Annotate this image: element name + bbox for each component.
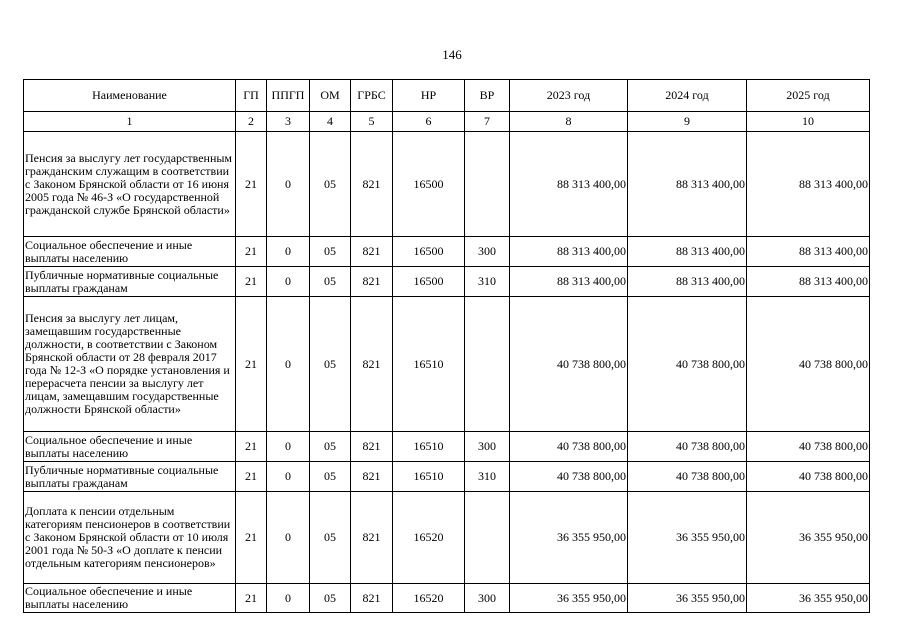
row-2024: 36 355 950,00 — [628, 584, 747, 613]
column-number-row — [24, 112, 870, 132]
row-nr: 16500 — [393, 267, 465, 297]
row-2023: 36 355 950,00 — [510, 584, 628, 613]
table-row — [24, 132, 870, 237]
column-number: 9 — [628, 112, 747, 132]
row-2024: 40 738 800,00 — [628, 462, 747, 492]
row-om: 05 — [310, 462, 351, 492]
row-nr: 16500 — [393, 237, 465, 267]
header-gp: ГП — [236, 80, 267, 112]
row-vr — [465, 297, 510, 432]
table-row — [24, 584, 870, 613]
row-grbs: 821 — [351, 432, 393, 462]
header-row — [24, 80, 870, 112]
header-grbs: ГРБС — [351, 80, 393, 112]
row-ppgp: 0 — [267, 297, 310, 432]
column-number: 1 — [24, 112, 236, 132]
header-name: Наименование — [24, 80, 236, 112]
column-number: 4 — [310, 112, 351, 132]
row-ppgp: 0 — [267, 432, 310, 462]
row-om: 05 — [310, 584, 351, 613]
row-nr: 16500 — [393, 132, 465, 237]
row-2023: 88 313 400,00 — [510, 267, 628, 297]
row-2025: 40 738 800,00 — [747, 462, 870, 492]
header-2023: 2023 год — [510, 80, 628, 112]
row-2024: 88 313 400,00 — [628, 267, 747, 297]
row-gp: 21 — [236, 492, 267, 584]
row-2023: 88 313 400,00 — [510, 237, 628, 267]
row-gp: 21 — [236, 432, 267, 462]
row-om: 05 — [310, 432, 351, 462]
row-ppgp: 0 — [267, 132, 310, 237]
header-ppgp: ППГП — [267, 80, 310, 112]
row-2023: 40 738 800,00 — [510, 297, 628, 432]
table-row — [24, 267, 870, 297]
row-ppgp: 0 — [267, 462, 310, 492]
table-row — [24, 462, 870, 492]
row-2024: 88 313 400,00 — [628, 237, 747, 267]
row-gp: 21 — [236, 237, 267, 267]
row-ppgp: 0 — [267, 237, 310, 267]
row-2025: 88 313 400,00 — [747, 237, 870, 267]
row-2023: 36 355 950,00 — [510, 492, 628, 584]
row-2024: 36 355 950,00 — [628, 492, 747, 584]
row-2025: 88 313 400,00 — [747, 132, 870, 237]
row-2023: 40 738 800,00 — [510, 462, 628, 492]
row-name: Пенсия за выслугу лет лицам, замещавшим государственные должности, в соответствии с Законом Брянской области от 28 февраля 2017 года № 12-З «О порядке установления и перерасчета пенсии за выслугу лет лицам, замещавшим государственные должности Брянской области» — [24, 297, 236, 432]
row-2025: 40 738 800,00 — [747, 432, 870, 462]
row-om: 05 — [310, 492, 351, 584]
row-name: Социальное обеспечение и иные выплаты населению — [24, 432, 236, 462]
row-name: Публичные нормативные социальные выплаты гражданам — [24, 462, 236, 492]
row-grbs: 821 — [351, 492, 393, 584]
row-gp: 21 — [236, 267, 267, 297]
column-number: 2 — [236, 112, 267, 132]
header-2025: 2025 год — [747, 80, 870, 112]
row-gp: 21 — [236, 584, 267, 613]
column-number: 7 — [465, 112, 510, 132]
row-vr: 310 — [465, 462, 510, 492]
row-om: 05 — [310, 132, 351, 237]
column-number: 3 — [267, 112, 310, 132]
row-grbs: 821 — [351, 297, 393, 432]
row-name: Пенсия за выслугу лет государственным гражданским служащим в соответствии с Законом Брянской области от 16 июня 2005 года № 46-З «О государственной гражданской службе Брянской области» — [24, 132, 236, 237]
row-grbs: 821 — [351, 132, 393, 237]
row-grbs: 821 — [351, 462, 393, 492]
row-2025: 36 355 950,00 — [747, 492, 870, 584]
row-grbs: 821 — [351, 584, 393, 613]
row-gp: 21 — [236, 297, 267, 432]
row-2024: 40 738 800,00 — [628, 297, 747, 432]
row-2025: 36 355 950,00 — [747, 584, 870, 613]
row-ppgp: 0 — [267, 267, 310, 297]
table-row — [24, 432, 870, 462]
column-number: 10 — [747, 112, 870, 132]
header-2024: 2024 год — [628, 80, 747, 112]
column-number: 8 — [510, 112, 628, 132]
row-om: 05 — [310, 267, 351, 297]
row-grbs: 821 — [351, 237, 393, 267]
row-vr — [465, 132, 510, 237]
table-row — [24, 492, 870, 584]
row-nr: 16520 — [393, 584, 465, 613]
row-grbs: 821 — [351, 267, 393, 297]
header-om: ОМ — [310, 80, 351, 112]
row-nr: 16510 — [393, 462, 465, 492]
budget-table — [23, 79, 870, 613]
row-vr: 300 — [465, 432, 510, 462]
row-ppgp: 0 — [267, 492, 310, 584]
row-vr: 300 — [465, 584, 510, 613]
header-nr: НР — [393, 80, 465, 112]
table-row — [24, 237, 870, 267]
row-vr: 310 — [465, 267, 510, 297]
column-number: 5 — [351, 112, 393, 132]
row-nr: 16510 — [393, 297, 465, 432]
row-2025: 88 313 400,00 — [747, 267, 870, 297]
row-ppgp: 0 — [267, 584, 310, 613]
row-om: 05 — [310, 297, 351, 432]
row-name: Социальное обеспечение и иные выплаты населению — [24, 584, 236, 613]
row-2025: 40 738 800,00 — [747, 297, 870, 432]
row-gp: 21 — [236, 132, 267, 237]
page-number: 146 — [442, 47, 462, 62]
row-nr: 16510 — [393, 432, 465, 462]
column-number: 6 — [393, 112, 465, 132]
row-name: Публичные нормативные социальные выплаты гражданам — [24, 267, 236, 297]
row-gp: 21 — [236, 462, 267, 492]
row-vr: 300 — [465, 237, 510, 267]
row-om: 05 — [310, 237, 351, 267]
row-name: Социальное обеспечение и иные выплаты населению — [24, 237, 236, 267]
row-2023: 40 738 800,00 — [510, 432, 628, 462]
row-name: Доплата к пенсии отдельным категориям пенсионеров в соответствии с Законом Брянской области от 10 июля 2001 года № 50-З «О доплате к пенсии отдельным категориям пенсионеров» — [24, 492, 236, 584]
row-2024: 88 313 400,00 — [628, 132, 747, 237]
row-vr — [465, 492, 510, 584]
header-vr: ВР — [465, 80, 510, 112]
row-2023: 88 313 400,00 — [510, 132, 628, 237]
table-row — [24, 297, 870, 432]
row-nr: 16520 — [393, 492, 465, 584]
row-2024: 40 738 800,00 — [628, 432, 747, 462]
